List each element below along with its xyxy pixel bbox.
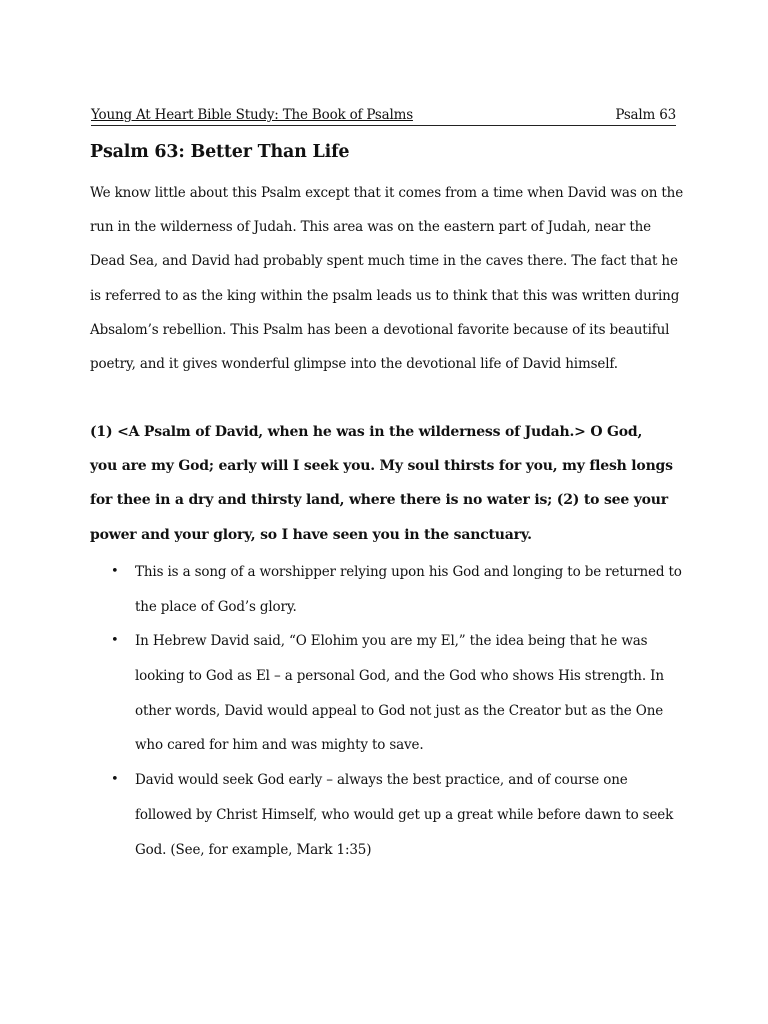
intro-line: We know little about this Psalm except that it comes from a time when David was on the	[90, 185, 684, 201]
intro-line: Dead Sea, and David had probably spent much time in the caves there. The fact that he	[90, 253, 678, 270]
verse-line: power and your glory, so I have seen you in the sanctuary.	[90, 526, 532, 543]
scripture-verse	[90, 419, 690, 556]
bullet-icon: •	[111, 564, 119, 579]
verse-line: for thee in a dry and thirsty land, where there is no water is; (2) to see your	[90, 492, 668, 509]
bullet-line: David would seek God early – always the best practice, and of course one	[135, 772, 628, 789]
bullet-line: God. (See, for example, Mark 1:35)	[135, 841, 372, 858]
bullet-icon: •	[111, 772, 119, 788]
header-psalm-number: Psalm 63	[615, 107, 676, 123]
verse-line: you are my God; early will I seek you. My soul thirsts for you, my flesh longs	[90, 458, 673, 475]
bullet-line: other words, David would appeal to God not just as the Creator but as the One	[135, 702, 664, 719]
verse-line: (1) <A Psalm of David, when he was in the wilderness of Judah.> O God,	[90, 424, 643, 440]
bullet-line: This is a song of a worshipper relying upon his God and longing to be returned to	[135, 564, 682, 580]
page-title: Psalm 63: Better Than Life	[90, 142, 350, 162]
bullet-line: who cared for him and was mighty to save.	[135, 737, 424, 754]
intro-paragraph	[90, 180, 690, 385]
bullet-line: the place of God’s glory.	[135, 598, 297, 615]
bullet-icon: •	[111, 633, 119, 649]
bullet-line: In Hebrew David said, “O Elohim you are my El,” the idea being that he was	[135, 633, 648, 650]
list-item	[90, 628, 690, 767]
header-study-title: Young At Heart Bible Study: The Book of Psalms	[91, 107, 413, 123]
list-item	[90, 559, 690, 628]
intro-line: poetry, and it gives wonderful glimpse into the devotional life of David himself.	[90, 355, 618, 372]
bullet-line: followed by Christ Himself, who would get up a great while before dawn to seek	[135, 806, 674, 823]
intro-line: is referred to as the king within the psalm leads us to think that this was written during	[90, 287, 680, 304]
commentary-list	[90, 559, 690, 871]
bullet-line: looking to God as El – a personal God, and the God who shows His strength. In	[135, 668, 664, 685]
intro-line: Absalom’s rebellion. This Psalm has been a devotional favorite because of its beautiful	[90, 321, 670, 338]
intro-line: run in the wilderness of Judah. This area was on the eastern part of Judah, near the	[90, 219, 651, 236]
list-item	[90, 767, 690, 871]
running-header	[91, 107, 676, 126]
